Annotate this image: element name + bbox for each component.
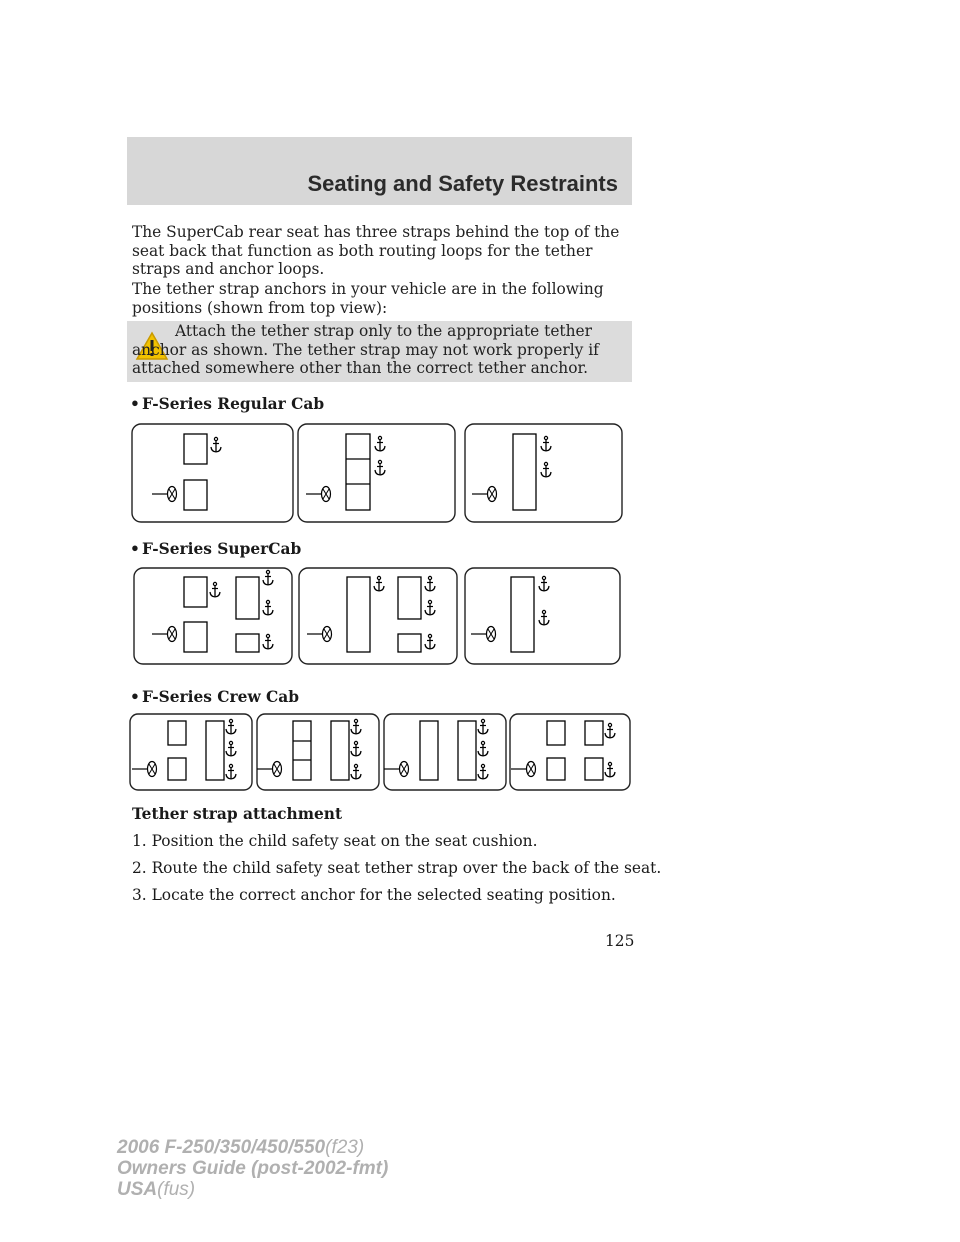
seat (585, 758, 603, 780)
footer-code: (f23) (325, 1137, 365, 1158)
anchor-icon (539, 610, 549, 624)
anchor-icon (374, 576, 384, 590)
anchor-icon (263, 600, 273, 614)
seat (184, 434, 207, 464)
anchor-icon (478, 719, 488, 733)
seat (547, 758, 565, 780)
anchor-icon (541, 462, 551, 476)
anchor-icon (425, 600, 435, 614)
anchor-icon (226, 764, 236, 778)
warning-box (127, 321, 632, 382)
seat (184, 622, 207, 652)
diagram-panel (132, 424, 293, 522)
steering-wheel-icon (152, 487, 177, 502)
anchor-icon (541, 436, 551, 450)
warning-text: Attach the tether strap only to the appropriate tether anchor as shown. The tether strap may not work properly if attached somewhere other than the correct tether anchor. (132, 322, 599, 377)
anchor-icon (226, 741, 236, 755)
anchor-icon (478, 741, 488, 755)
anchor-icon (539, 576, 549, 590)
anchor-icon (425, 576, 435, 590)
anchor-icon (351, 719, 361, 733)
step-2: 2. Route the child safety seat tether strap over the back of the seat. (132, 859, 662, 877)
steering-wheel-icon (472, 487, 497, 502)
anchor-icon (605, 762, 615, 776)
seat (206, 721, 224, 780)
seat (513, 434, 536, 510)
footer-market: USA (117, 1179, 158, 1200)
anchor-icon (263, 570, 273, 584)
seat (346, 434, 370, 510)
steering-wheel-icon (307, 627, 332, 642)
seat (585, 721, 603, 745)
crew-cab-diagram (128, 712, 632, 792)
step-3: 3. Locate the correct anchor for the selected seating position. (132, 886, 616, 904)
anchor-icon (478, 764, 488, 778)
anchor-icon (425, 634, 435, 648)
seat (398, 634, 421, 652)
anchor-icon (226, 719, 236, 733)
steering-wheel-icon (471, 627, 496, 642)
steering-wheel-icon (384, 762, 409, 777)
footer-print-info (117, 1137, 388, 1200)
footer-guide: Owners Guide (post-2002-fmt) (117, 1158, 389, 1179)
anchor-icon (263, 634, 273, 648)
seat (293, 721, 311, 780)
anchor-icon (210, 582, 220, 596)
regular-cab-diagram (130, 422, 632, 524)
steering-wheel-icon (511, 762, 536, 777)
supercab-diagram (132, 566, 622, 666)
anchor-icon (375, 460, 385, 474)
section-crew-cab: • F-Series Crew Cab (130, 688, 300, 706)
section-regular-cab: • F-Series Regular Cab (130, 395, 325, 413)
positions-paragraph: The tether strap anchors in your vehicle are in the following positions (shown from top view): (132, 280, 604, 317)
steering-wheel-icon (306, 487, 331, 502)
intro-paragraph: The SuperCab rear seat has three straps behind the top of the seat back that function as both routing loops for the tether straps and anchor loops. (132, 223, 620, 278)
steering-wheel-icon (152, 627, 177, 642)
seat (331, 721, 349, 780)
header-band (127, 137, 632, 205)
attachment-heading: Tether strap attachment (132, 805, 343, 823)
footer-model: 2006 F-250/350/450/550 (117, 1137, 326, 1158)
seat (184, 577, 207, 607)
seat (347, 577, 370, 652)
seat (184, 480, 207, 510)
seat (236, 577, 259, 619)
seat (398, 577, 421, 619)
section-supercab: • F-Series SuperCab (130, 540, 302, 558)
anchor-icon (605, 723, 615, 737)
steering-wheel-icon (132, 762, 157, 777)
seat (236, 634, 259, 652)
anchor-icon (375, 436, 385, 450)
diagram-panel (465, 424, 622, 522)
seat (511, 577, 534, 652)
seat (168, 758, 186, 780)
page-number: 125 (605, 932, 635, 950)
seat (458, 721, 476, 780)
anchor-icon (351, 741, 361, 755)
section-title: Seating and Safety Restraints (307, 171, 618, 196)
step-1: 1. Position the child safety seat on the seat cushion. (132, 832, 538, 850)
steering-wheel-icon (257, 762, 282, 777)
footer-market-code: (fus) (157, 1179, 196, 1200)
seat (168, 721, 186, 745)
seat (420, 721, 438, 780)
seat (547, 721, 565, 745)
anchor-icon (351, 764, 361, 778)
anchor-icon (211, 437, 221, 451)
